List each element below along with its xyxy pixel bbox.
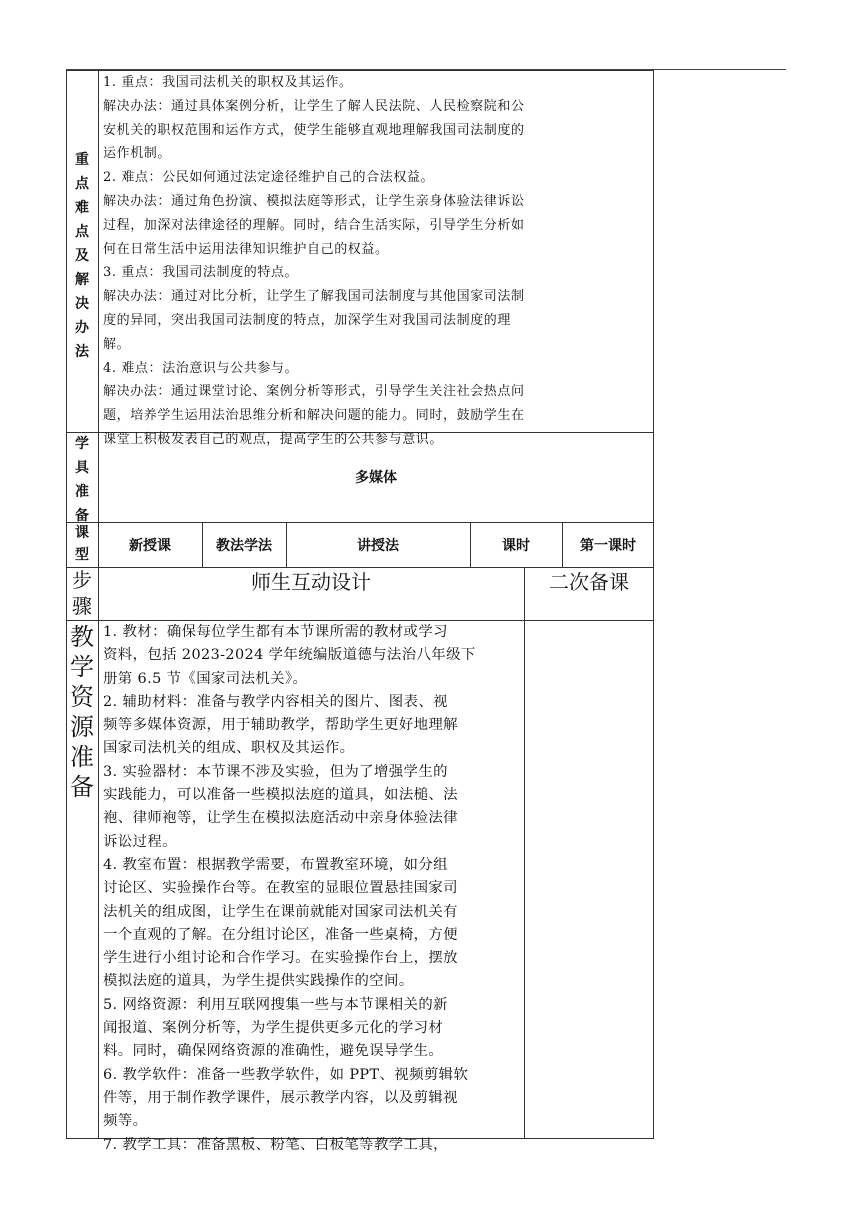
- teaching-method-label: 教法学法: [216, 537, 272, 554]
- key-points-line: 2. 难点：公民如何通过法定途径维护自己的合法权益。: [103, 170, 435, 186]
- key-points-line: 题，培养学生运用法治思维分析和解决问题的能力。同时，鼓励学生在: [103, 408, 525, 424]
- resources-line: 实践能力，可以准备一些模拟法庭的道具，如法槌、法: [103, 787, 458, 804]
- teaching-method-value-cell: [286, 522, 470, 567]
- key-points-line: 解。: [103, 336, 131, 352]
- resources-line: 4. 教室布置：根据教学需要，布置教室环境，如分组: [103, 856, 448, 873]
- key-points-line: 运作机制。: [103, 146, 172, 162]
- tools-side-label: [71, 432, 93, 528]
- lesson-type-side-label: [71, 522, 93, 566]
- key-points-side-label: [71, 148, 93, 364]
- teaching-method-label-cell: [202, 522, 286, 567]
- lesson-type-label-text: 课型: [75, 525, 89, 563]
- teaching-method-value: 讲授法: [357, 537, 399, 554]
- resources-line: 国家司法机关的组成、职权及其运作。: [103, 740, 355, 757]
- resources-line: 学生进行小组讨论和合作学习。在实验操作台上，摆放: [103, 950, 458, 967]
- steps-side-label: [66, 567, 98, 620]
- second-prep-divider: [524, 567, 525, 1139]
- resources-line: 1. 教材：确保每位学生都有本节课所需的教材或学习: [103, 624, 448, 640]
- key-points-line: 解决办法：通过对比分析，让学生了解我国司法制度与其他国家司法制: [103, 289, 525, 305]
- resources-line: 册第 6.5 节《国家司法机关》。: [103, 670, 308, 687]
- class-hours-label-cell: [470, 522, 562, 567]
- resources-line: 3. 实验器材：本节课不涉及实验，但为了增强学生的: [103, 763, 448, 780]
- tools-content: [98, 432, 654, 522]
- key-points-line: 4. 难点：法治意识与公共参与。: [103, 360, 299, 376]
- key-points-line: 课堂上积极发表自己的观点，提高学生的公共参与意识。: [103, 431, 444, 447]
- key-points-line: 安机关的职权范围和运作方式，使学生能够直观地理解我国司法制度的: [103, 122, 525, 138]
- class-hours-label: 课时: [502, 537, 530, 554]
- key-points-line: 解决办法：通过课堂讨论、案例分析等形式，引导学生关注社会热点问: [103, 384, 525, 400]
- key-points-line: 1. 重点：我国司法机关的职权及其运作。: [103, 75, 353, 90]
- key-points-line: 解决办法：通过具体案例分析，让学生了解人民法院、人民检察院和公: [103, 98, 525, 114]
- key-points-line: 3. 重点：我国司法制度的特点。: [103, 265, 299, 281]
- class-hours-value-cell: [562, 522, 654, 567]
- resources-line: 模拟法庭的道具，为学生提供实践操作的空间。: [103, 973, 414, 990]
- key-points-line: 过程，加深对法律途径的理解。同时，结合生活实际，引导学生分析如: [103, 217, 525, 233]
- resources-line: 频等多媒体资源，用于辅助教学，帮助学生更好地理解: [103, 717, 458, 734]
- resources-label-text: 教学资源准备: [70, 623, 94, 801]
- tools-value: 多媒体: [355, 470, 397, 486]
- key-points-line: 何在日常生活中运用法律知识维护自己的权益。: [103, 241, 389, 257]
- design-header-cell: [98, 567, 524, 620]
- design-header: 师生互动设计: [251, 570, 371, 594]
- resources-content: [103, 621, 523, 1157]
- resources-side-label: [66, 622, 98, 802]
- resources-line: 诉讼过程。: [103, 833, 177, 850]
- resources-line: 2. 辅助材料：准备与教学内容相关的图片、图表、视: [103, 693, 448, 710]
- resources-line: 频等。: [103, 1113, 148, 1130]
- resources-line: 袍、律师袍等，让学生在模拟法庭活动中亲身体验法律: [103, 810, 458, 827]
- resources-line: 料。同时，确保网络资源的准确性，避免误导学生。: [103, 1043, 444, 1060]
- resources-line: 资料，包括 2023-2024 学年统编版道德与法治八年级下: [103, 647, 476, 664]
- resources-line: 7. 教学工具：准备黑板、粉笔、白板笔等教学工具，: [103, 1136, 448, 1153]
- key-points-label-text: 重点难点及解决办法: [75, 152, 89, 360]
- key-points-line: 度的异同，突出我国司法制度的特点，加深学生对我国司法制度的理: [103, 312, 512, 328]
- resources-line: 讨论区、实验操作台等。在教室的显眼位置悬挂国家司: [103, 880, 458, 897]
- steps-label-text: 步骤: [72, 568, 92, 618]
- resources-line: 法机关的组成图，让学生在课前就能对国家司法机关有: [103, 903, 458, 920]
- tools-label-text: 学具准备: [75, 436, 89, 524]
- second-prep-header-cell: [524, 567, 654, 620]
- resources-line: 一个直观的了解。在分组讨论区，准备一些桌椅，方便: [103, 926, 458, 943]
- key-points-content: [103, 71, 651, 452]
- resources-line: 闻报道、案例分析等，为学生提供更多元化的学习材: [103, 1020, 444, 1037]
- key-points-line: 解决办法：通过角色扮演、模拟法庭等形式，让学生亲身体验法律诉讼: [103, 193, 525, 209]
- resources-line: 件等，用于制作教学课件，展示教学内容，以及剪辑视: [103, 1089, 458, 1106]
- class-hours-value: 第一课时: [580, 537, 636, 554]
- lesson-type-value: 新授课: [129, 537, 171, 554]
- second-prep-header: 二次备课: [549, 570, 629, 594]
- resources-line: 5. 网络资源：利用互联网搜集一些与本节课相关的新: [103, 996, 448, 1013]
- lesson-type-cell: [98, 522, 202, 567]
- resources-line: 6. 教学软件：准备一些教学软件，如 PPT、视频剪辑软: [103, 1066, 469, 1083]
